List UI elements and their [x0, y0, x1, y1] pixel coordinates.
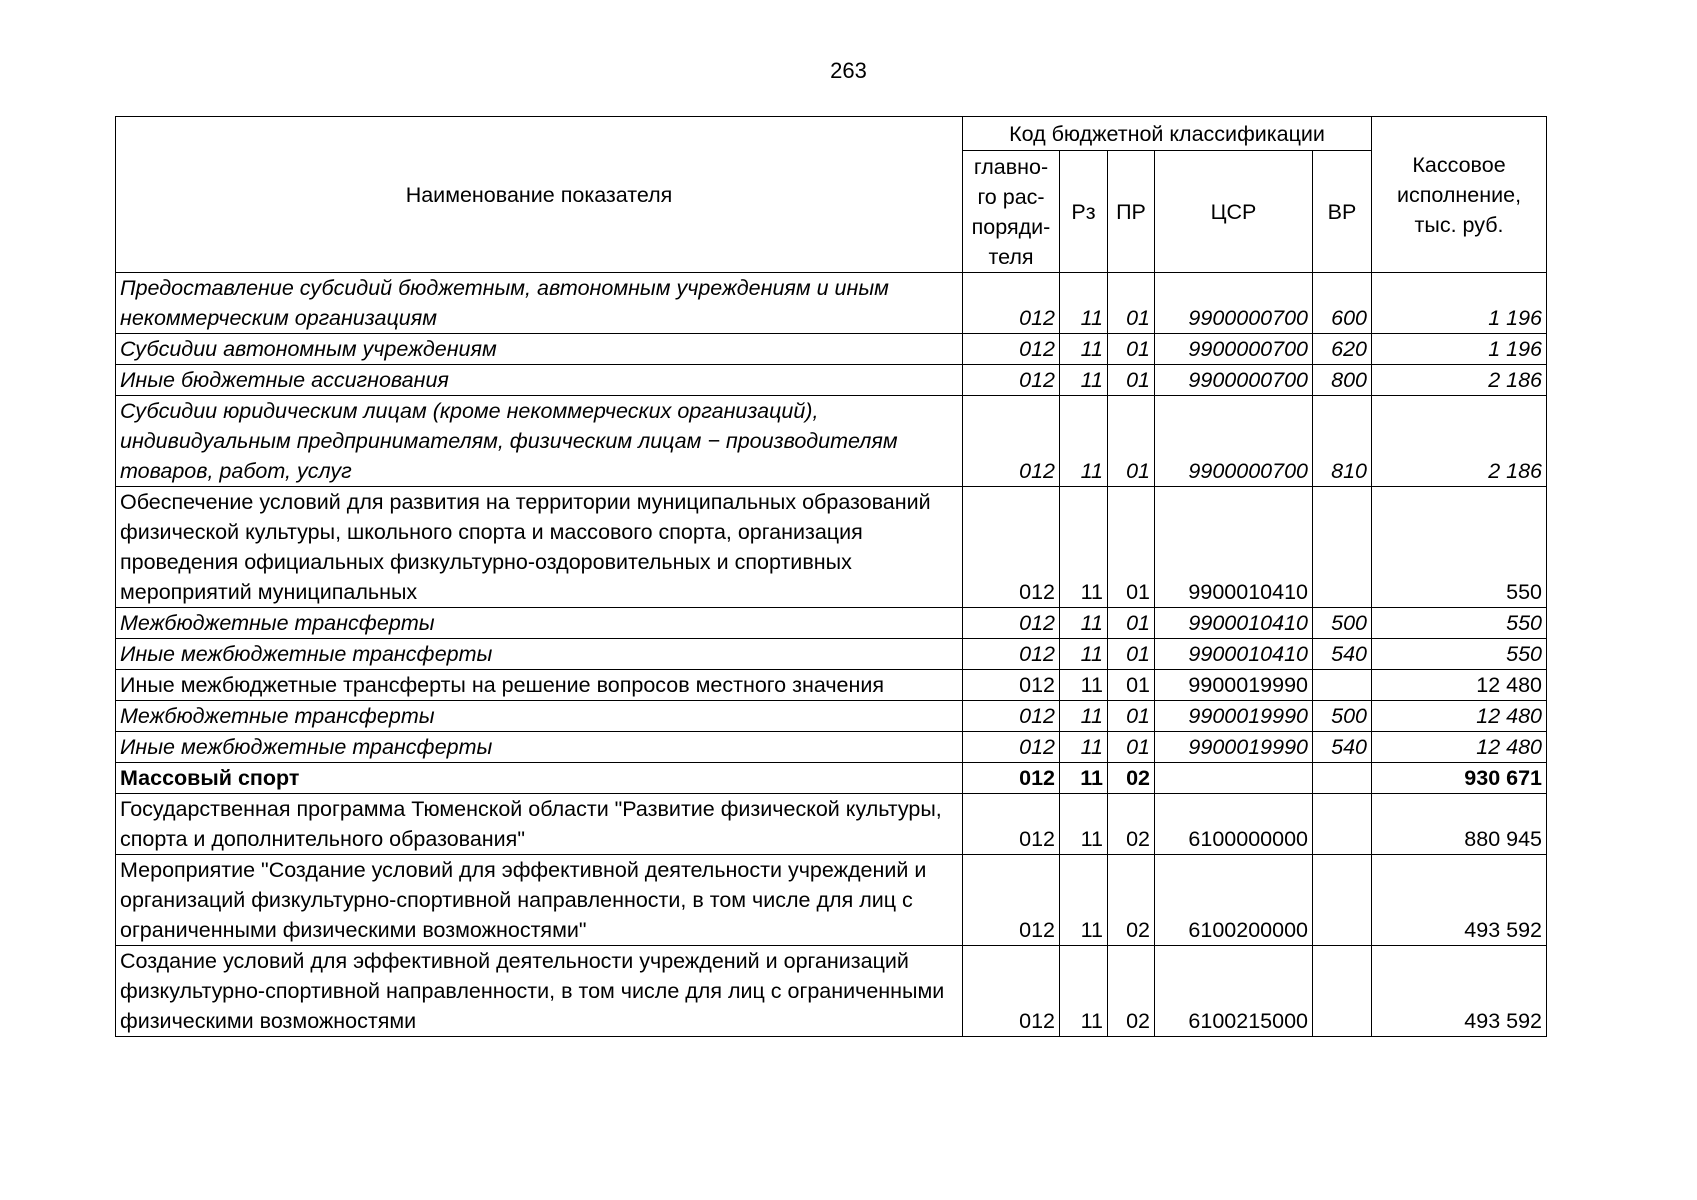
cell-name: Иные межбюджетные трансферты	[116, 732, 963, 763]
table-row	[116, 732, 1547, 763]
cell-amount: 1 196	[1372, 273, 1547, 334]
header-vr: ВР	[1313, 151, 1372, 273]
cell-amount: 12 480	[1372, 732, 1547, 763]
cell-csr: 9900019990	[1155, 701, 1313, 732]
cell-vr: 540	[1313, 732, 1372, 763]
table-row	[116, 273, 1547, 334]
table-body	[116, 273, 1547, 1037]
cell-csr: 9900010410	[1155, 487, 1313, 608]
header-rz: Рз	[1060, 151, 1108, 273]
cell-amount: 12 480	[1372, 670, 1547, 701]
cell-glavn: 012	[963, 639, 1060, 670]
cell-pr: 01	[1108, 639, 1155, 670]
cell-rz: 11	[1060, 794, 1108, 855]
cell-pr: 01	[1108, 365, 1155, 396]
cell-amount: 12 480	[1372, 701, 1547, 732]
cell-name: Массовый спорт	[116, 763, 963, 794]
header-code-group: Код бюджетной классификации	[963, 117, 1372, 151]
cell-glavn: 012	[963, 608, 1060, 639]
cell-glavn: 012	[963, 487, 1060, 608]
cell-pr: 02	[1108, 794, 1155, 855]
header-pr: ПР	[1108, 151, 1155, 273]
cell-vr	[1313, 763, 1372, 794]
cell-pr: 01	[1108, 608, 1155, 639]
cell-rz: 11	[1060, 701, 1108, 732]
cell-amount: 493 592	[1372, 855, 1547, 946]
cell-csr: 6100215000	[1155, 946, 1313, 1037]
cell-vr	[1313, 946, 1372, 1037]
cell-name: Мероприятие "Создание условий для эффективной деятельности учреждений и организаций физкультурно-спортивной направленности, в том числе для лиц с ограниченными физическими возможностями"	[116, 855, 963, 946]
cell-csr: 6100000000	[1155, 794, 1313, 855]
cell-amount: 1 196	[1372, 334, 1547, 365]
cell-rz: 11	[1060, 487, 1108, 608]
cell-csr: 9900000700	[1155, 273, 1313, 334]
cell-rz: 11	[1060, 670, 1108, 701]
cell-pr: 01	[1108, 732, 1155, 763]
cell-amount: 880 945	[1372, 794, 1547, 855]
cell-amount: 930 671	[1372, 763, 1547, 794]
cell-pr: 01	[1108, 334, 1155, 365]
page-number: 263	[830, 58, 867, 83]
cell-pr: 01	[1108, 701, 1155, 732]
cell-glavn: 012	[963, 855, 1060, 946]
cell-pr: 02	[1108, 855, 1155, 946]
cell-name: Предоставление субсидий бюджетным, автономным учреждениям и иным некоммерческим организациям	[116, 273, 963, 334]
cell-vr: 540	[1313, 639, 1372, 670]
cell-amount: 550	[1372, 608, 1547, 639]
cell-glavn: 012	[963, 763, 1060, 794]
cell-amount: 550	[1372, 639, 1547, 670]
cell-pr: 01	[1108, 487, 1155, 608]
cell-glavn: 012	[963, 701, 1060, 732]
cell-glavn: 012	[963, 670, 1060, 701]
cell-amount: 493 592	[1372, 946, 1547, 1037]
cell-name: Создание условий для эффективной деятельности учреждений и организаций физкультурно-спортивной направленности, в том числе для лиц с ограниченными физическими возможностями	[116, 946, 963, 1037]
cell-name: Субсидии юридическим лицам (кроме некоммерческих организаций), индивидуальным предпринимателям, физическим лицам − производителям товаров, работ, услуг	[116, 396, 963, 487]
cell-name: Иные межбюджетные трансферты	[116, 639, 963, 670]
table-row	[116, 365, 1547, 396]
cell-rz: 11	[1060, 273, 1108, 334]
cell-rz: 11	[1060, 639, 1108, 670]
cell-vr: 500	[1313, 608, 1372, 639]
cell-csr: 9900000700	[1155, 334, 1313, 365]
cell-vr: 500	[1313, 701, 1372, 732]
cell-name: Иные бюджетные ассигнования	[116, 365, 963, 396]
cell-name: Иные межбюджетные трансферты на решение вопросов местного значения	[116, 670, 963, 701]
cell-rz: 11	[1060, 732, 1108, 763]
cell-rz: 11	[1060, 334, 1108, 365]
cell-csr: 9900019990	[1155, 732, 1313, 763]
cell-pr: 01	[1108, 670, 1155, 701]
cell-pr: 02	[1108, 763, 1155, 794]
cell-vr	[1313, 670, 1372, 701]
cell-glavn: 012	[963, 946, 1060, 1037]
cell-vr	[1313, 487, 1372, 608]
cell-vr	[1313, 794, 1372, 855]
table-row	[116, 855, 1547, 946]
header-glavn: главно-го рас-поряди-теля	[963, 151, 1060, 273]
table-row	[116, 701, 1547, 732]
table-row	[116, 670, 1547, 701]
table-row	[116, 396, 1547, 487]
cell-pr: 02	[1108, 946, 1155, 1037]
header-amount: Кассовое исполнение, тыс. руб.	[1372, 117, 1547, 273]
cell-vr	[1313, 855, 1372, 946]
table-row	[116, 334, 1547, 365]
cell-name: Государственная программа Тюменской области "Развитие физической культуры, спорта и дополнительного образования"	[116, 794, 963, 855]
table-row	[116, 763, 1547, 794]
cell-pr: 01	[1108, 273, 1155, 334]
header-name: Наименование показателя	[116, 117, 963, 273]
cell-csr: 9900000700	[1155, 365, 1313, 396]
cell-rz: 11	[1060, 946, 1108, 1037]
budget-table	[115, 116, 1547, 1037]
table-row	[116, 608, 1547, 639]
cell-glavn: 012	[963, 273, 1060, 334]
table-row	[116, 639, 1547, 670]
table-row	[116, 487, 1547, 608]
cell-glavn: 012	[963, 396, 1060, 487]
cell-glavn: 012	[963, 334, 1060, 365]
table-header	[116, 117, 1547, 273]
cell-amount: 2 186	[1372, 365, 1547, 396]
cell-name: Субсидии автономным учреждениям	[116, 334, 963, 365]
cell-csr: 9900010410	[1155, 639, 1313, 670]
cell-amount: 550	[1372, 487, 1547, 608]
cell-csr: 6100200000	[1155, 855, 1313, 946]
table-row	[116, 794, 1547, 855]
cell-vr: 600	[1313, 273, 1372, 334]
cell-rz: 11	[1060, 396, 1108, 487]
cell-name: Межбюджетные трансферты	[116, 608, 963, 639]
cell-rz: 11	[1060, 855, 1108, 946]
cell-glavn: 012	[963, 732, 1060, 763]
cell-csr: 9900000700	[1155, 396, 1313, 487]
cell-rz: 11	[1060, 365, 1108, 396]
cell-rz: 11	[1060, 608, 1108, 639]
cell-pr: 01	[1108, 396, 1155, 487]
cell-vr: 800	[1313, 365, 1372, 396]
header-csr: ЦСР	[1155, 151, 1313, 273]
cell-vr: 620	[1313, 334, 1372, 365]
table-row	[116, 946, 1547, 1037]
cell-csr: 9900019990	[1155, 670, 1313, 701]
cell-glavn: 012	[963, 365, 1060, 396]
cell-name: Межбюджетные трансферты	[116, 701, 963, 732]
cell-name: Обеспечение условий для развития на территории муниципальных образований физической культуры, школьного спорта и массового спорта, организация проведения официальных физкультурно-оздоровительных и спортивных мероприятий муниципальных	[116, 487, 963, 608]
cell-vr: 810	[1313, 396, 1372, 487]
cell-amount: 2 186	[1372, 396, 1547, 487]
cell-csr	[1155, 763, 1313, 794]
cell-glavn: 012	[963, 794, 1060, 855]
cell-rz: 11	[1060, 763, 1108, 794]
cell-csr: 9900010410	[1155, 608, 1313, 639]
